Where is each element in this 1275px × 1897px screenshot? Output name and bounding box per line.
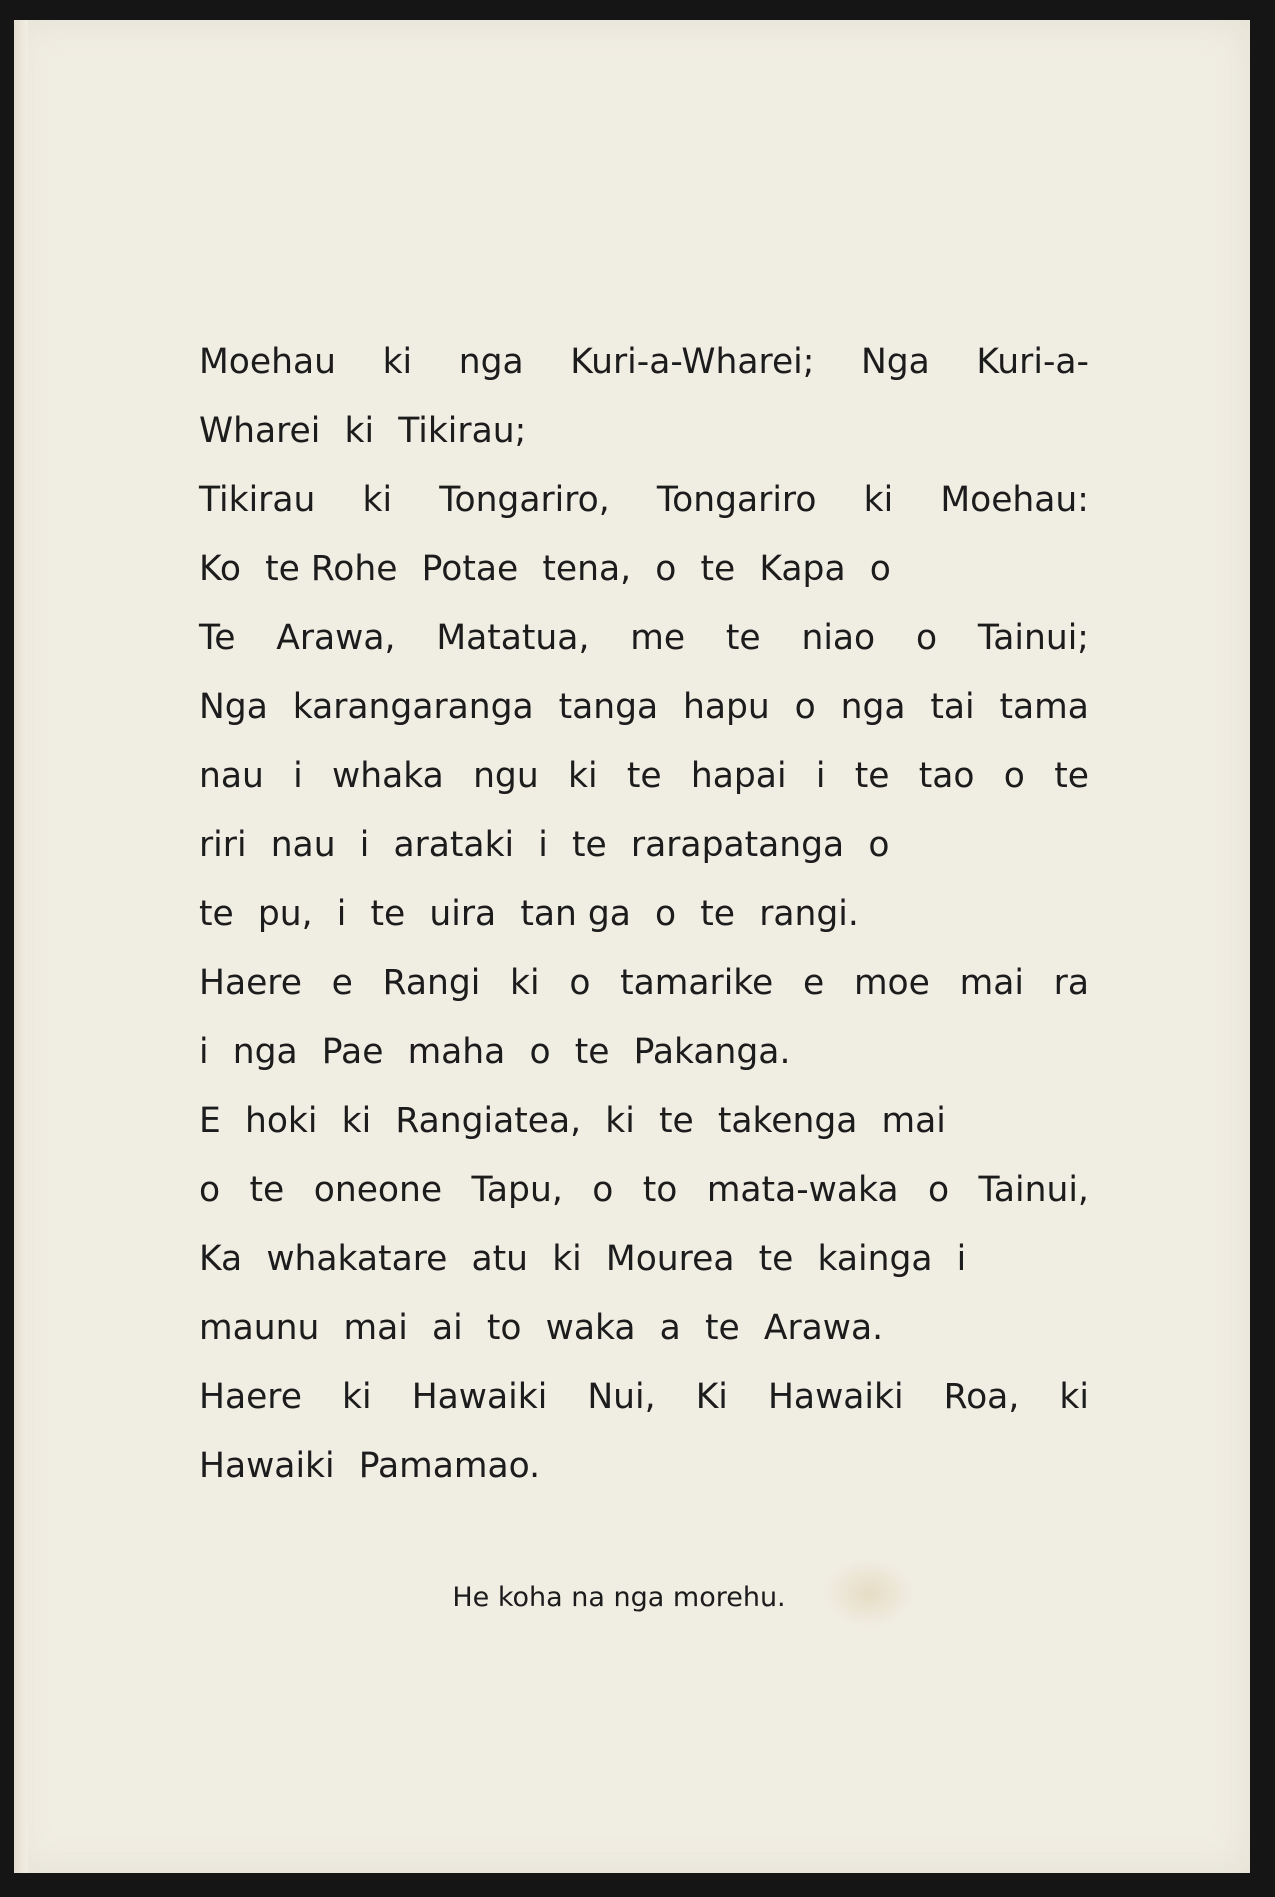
poem-word: maunu [199, 1308, 320, 1348]
poem-word: o [915, 618, 938, 658]
poem-word: ki [1059, 1377, 1089, 1417]
poem-word: te [725, 618, 761, 658]
poem-word: i [293, 756, 303, 796]
poem-word: Haere [199, 1377, 302, 1417]
poem-word: te [704, 1308, 740, 1348]
poem-word: te [1054, 756, 1089, 796]
poem-word: i [359, 825, 370, 865]
poem-word: o [569, 963, 591, 1003]
poem-word: ki [863, 480, 894, 520]
poem-word: te [758, 1239, 794, 1279]
poem-word: Pae [321, 1032, 384, 1072]
poem-line [199, 949, 1089, 1018]
poem-word: a [659, 1308, 681, 1348]
poem-word: ki [605, 1101, 635, 1141]
poem-word: riri [199, 825, 247, 865]
poem-word: takenga [717, 1101, 858, 1141]
book-page [14, 20, 1250, 1873]
poem-word: atu [471, 1239, 529, 1279]
poem-word: o [794, 687, 816, 727]
poem-line [199, 1294, 1089, 1363]
poem-word: Ko [199, 549, 242, 589]
poem-word: Nga [860, 342, 930, 382]
footer-dedication [14, 1582, 1250, 1613]
poem-word: o [655, 894, 677, 934]
poem-line [199, 811, 1089, 880]
poem-word: hoki [244, 1101, 318, 1141]
poem-word: Nga [199, 687, 268, 727]
poem-word: Tongariro [656, 480, 817, 520]
poem-word: ki [342, 1377, 372, 1417]
poem-word: nga [840, 687, 906, 727]
poem-line [199, 1087, 1089, 1156]
poem-word: mai [343, 1308, 408, 1348]
poem-word: o [868, 825, 890, 865]
poem-word: te [700, 549, 736, 589]
poem-word: ki [552, 1239, 582, 1279]
poem-word: tao [918, 756, 975, 796]
poem-word: i [538, 825, 548, 865]
poem-word: te Rohe [265, 549, 398, 589]
poem-word: tama [999, 687, 1089, 727]
poem-word: Kuri-a-Wharei; [570, 342, 815, 382]
poem-word: tanga [558, 687, 659, 727]
poem-word: te [700, 894, 736, 934]
poem-word: tena, [542, 549, 632, 589]
poem-word: maha [407, 1032, 506, 1072]
poem-word: te [658, 1101, 694, 1141]
poem-word: Ka [199, 1239, 243, 1279]
poem-word: Arawa. [763, 1308, 884, 1348]
poem-word: Wharei [199, 411, 321, 451]
poem-word: o [529, 1032, 551, 1072]
poem-word: ki [362, 480, 393, 520]
poem-word: te [370, 894, 406, 934]
poem-word: Haere [199, 963, 302, 1003]
poem-line [199, 1363, 1089, 1432]
poem-line [199, 604, 1089, 673]
poem-word: mai [881, 1101, 946, 1141]
poem-word: o [199, 1170, 221, 1210]
poem-word: i [199, 1032, 209, 1072]
poem-word: me [630, 618, 686, 658]
poem-line [199, 1018, 1089, 1087]
poem-word: ki [341, 1101, 372, 1141]
poem-word: Tikirau [199, 480, 316, 520]
poem-word: ki [567, 756, 598, 796]
poem-word: te [854, 756, 890, 796]
poem-word: nga [458, 342, 524, 382]
poem-line [199, 673, 1089, 742]
poem-word: ki [382, 342, 413, 382]
poem-word: Te [199, 618, 236, 658]
poem-line [199, 466, 1089, 535]
poem-line [199, 742, 1089, 811]
poem-word: to [642, 1170, 678, 1210]
poem-word: Tongariro, [439, 480, 610, 520]
poem-word: o [1003, 756, 1025, 796]
poem-word: e [803, 963, 825, 1003]
poem-word: Kuri-a- [976, 342, 1089, 382]
poem-word: te [626, 756, 662, 796]
poem-word: mai [959, 963, 1024, 1003]
poem-word: o [869, 549, 891, 589]
poem-word: e [331, 963, 353, 1003]
poem-word: Kapa [759, 549, 846, 589]
poem-word: Hawaiki [411, 1377, 548, 1417]
poem-word: whaka [332, 756, 444, 796]
poem-line [199, 1156, 1089, 1225]
poem-word: Tainui, [978, 1170, 1089, 1210]
poem-word: Moehau [199, 342, 336, 382]
poem-line [199, 328, 1089, 397]
poem-word: ki [344, 411, 375, 451]
poem-word: mata-waka [706, 1170, 899, 1210]
poem-word: ai [431, 1308, 463, 1348]
poem-line [199, 1225, 1089, 1294]
poem-word: ki [510, 963, 540, 1003]
poem-word: niao [801, 618, 876, 658]
poem-word: Potae [421, 549, 519, 589]
poem-word: tan ga [520, 894, 631, 934]
poem-word: hapu [683, 687, 770, 727]
poem-word: rarapatanga [630, 825, 845, 865]
poem-word: Tapu, [471, 1170, 563, 1210]
poem-word: Ki [695, 1377, 728, 1417]
poem-word: Tainui; [977, 618, 1089, 658]
poem-word: te [199, 894, 234, 934]
poem-line [199, 535, 1089, 604]
poem-word: Roa, [943, 1377, 1020, 1417]
poem-word: Hawaiki [199, 1446, 335, 1486]
poem-word: te [572, 825, 607, 865]
poem-word: ra [1053, 963, 1089, 1003]
poem-word: E [199, 1101, 221, 1141]
poem-word: Rangiatea, [395, 1101, 582, 1141]
poem-word: tamarike [620, 963, 774, 1003]
poem-word: Arawa, [276, 618, 396, 658]
poem-line [199, 1432, 1089, 1501]
poem-line [199, 880, 1089, 949]
poem-word: rangi. [759, 894, 859, 934]
poem-word: tai [930, 687, 975, 727]
poem-word: nau [270, 825, 336, 865]
poem-word: oneone [313, 1170, 443, 1210]
poem-word: nga [232, 1032, 298, 1072]
poem-word: Tikirau; [398, 411, 527, 451]
poem-word: Pamamao. [358, 1446, 541, 1486]
poem-word: arataki [393, 825, 515, 865]
poem-word: o [655, 549, 677, 589]
poem-word: o [927, 1170, 950, 1210]
poem-word: moe [853, 963, 930, 1003]
poem-word: i [956, 1239, 967, 1279]
poem-word: Matatua, [436, 618, 590, 658]
poem-word: Pakanga. [633, 1032, 791, 1072]
poem-word: o [592, 1170, 614, 1210]
footer-text: He koha na nga morehu. [452, 1582, 786, 1613]
poem-word: te [574, 1032, 610, 1072]
poem-word: hapai [690, 756, 787, 796]
poem-word: Hawaiki [767, 1377, 904, 1417]
poem-text [199, 328, 1089, 1501]
poem-word: waka [545, 1308, 636, 1348]
poem-line [199, 397, 1089, 466]
poem-word: ngu [473, 756, 539, 796]
poem-word: kainga [817, 1239, 933, 1279]
poem-word: i [815, 756, 826, 796]
poem-word: karangaranga [292, 687, 534, 727]
poem-word: te [249, 1170, 285, 1210]
poem-word: Mourea [605, 1239, 735, 1279]
poem-word: nau [199, 756, 264, 796]
poem-word: Moehau: [940, 480, 1089, 520]
poem-word: Nui, [587, 1377, 656, 1417]
poem-word: pu, [257, 894, 313, 934]
poem-word: to [486, 1308, 522, 1348]
poem-word: Rangi [382, 963, 481, 1003]
poem-word: uira [429, 894, 497, 934]
poem-word: whakatare [266, 1239, 448, 1279]
poem-word: i [336, 894, 347, 934]
